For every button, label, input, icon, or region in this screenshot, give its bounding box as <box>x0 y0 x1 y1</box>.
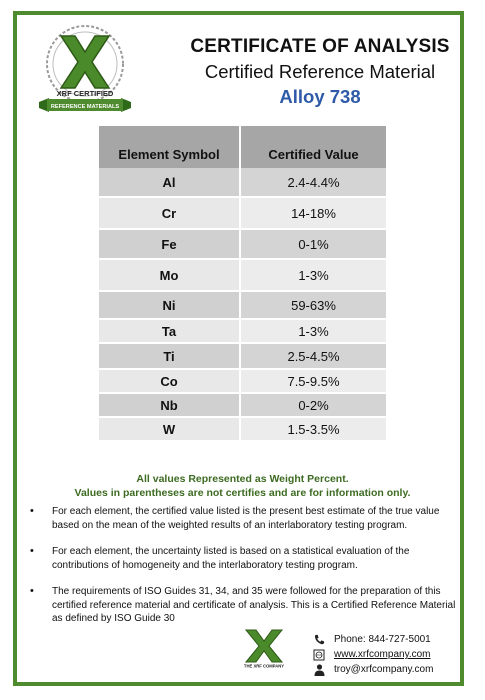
element-cell: Ti <box>99 344 241 368</box>
value-cell: 7.5-9.5% <box>241 370 386 392</box>
logo-ribbon-text: REFERENCE MATERIALS <box>50 104 120 110</box>
title-block <box>170 36 470 108</box>
value-cell: 1-3% <box>241 260 386 290</box>
value-cell: 0-1% <box>241 230 386 258</box>
xrf-company-logo <box>240 628 288 668</box>
person-icon <box>312 664 326 676</box>
value-cell: 2.5-4.5% <box>241 344 386 368</box>
element-cell: Al <box>99 168 241 196</box>
contact-info <box>312 632 462 677</box>
document-title: CERTIFICATE OF ANALYSIS <box>190 36 450 57</box>
table-row <box>99 168 386 198</box>
table-header <box>99 126 386 168</box>
phone-icon <box>312 634 326 646</box>
table-row <box>99 418 386 442</box>
column-header-element: Element Symbol <box>99 126 241 168</box>
value-cell: 1.5-3.5% <box>241 418 386 440</box>
table-row <box>99 230 386 260</box>
value-cell: 0-2% <box>241 394 386 416</box>
element-cell: Fe <box>99 230 241 258</box>
product-name: Alloy 738 <box>279 86 361 107</box>
value-cell: 2.4-4.4% <box>241 168 386 196</box>
logo-text: XRF CERTIFIED <box>56 89 114 98</box>
element-cell: Cr <box>99 198 241 228</box>
bullet-icon: • <box>30 585 34 597</box>
website-link[interactable]: www.xrfcompany.com <box>334 649 431 660</box>
table-row <box>99 292 386 320</box>
table-row <box>99 344 386 370</box>
phone-row <box>312 632 462 647</box>
weight-percent-note <box>20 472 465 500</box>
website-row <box>312 647 462 662</box>
note-line-1: All values Represented as Weight Percent. <box>136 473 349 485</box>
footer-logo-text: THE XRF COMPANY <box>243 663 285 668</box>
list-item-text: For each element, the certified value listed is the present best estimate of the true value based on the mean of the weighted results of an interlaboratory testing program. <box>52 506 440 531</box>
email-row <box>312 662 462 677</box>
certified-values-table <box>99 126 386 442</box>
table-row <box>99 320 386 344</box>
email-address[interactable]: troy@xrfcompany.com <box>334 664 434 675</box>
column-header-value: Certified Value <box>268 147 359 162</box>
note-line-2: Values in parentheses are not certifies and are for information only. <box>74 487 411 499</box>
value-cell: 59-63% <box>241 292 386 318</box>
element-cell: Co <box>99 370 241 392</box>
bullet-icon: • <box>30 505 34 517</box>
bullet-icon: • <box>30 545 34 557</box>
xrf-certified-logo <box>35 22 135 118</box>
table-row <box>99 370 386 394</box>
list-item <box>30 585 460 626</box>
globe-icon <box>312 649 326 661</box>
table-row <box>99 260 386 292</box>
element-cell: Nb <box>99 394 241 416</box>
list-item <box>30 545 460 572</box>
certification-notes-list <box>30 505 460 639</box>
element-cell: W <box>99 418 241 440</box>
table-row <box>99 394 386 418</box>
value-cell: 1-3% <box>241 320 386 342</box>
list-item-text: The requirements of ISO Guides 31, 34, and 35 were followed for the preparation of this certified reference material and certificate of analysis. This is a Certified Reference Material as defined by ISO Guide 30 <box>52 586 456 624</box>
list-item-text: For each element, the uncertainty listed is based on a statistical evaluation of the contributions of homogeneity and the interlaboratory testing program. <box>52 546 410 571</box>
value-cell: 14-18% <box>241 198 386 228</box>
element-cell: Mo <box>99 260 241 290</box>
document-subtitle: Certified Reference Material <box>204 61 436 82</box>
list-item <box>30 505 460 532</box>
phone-number: Phone: 844-727-5001 <box>334 634 431 645</box>
table-row <box>99 198 386 230</box>
element-cell: Ta <box>99 320 241 342</box>
element-cell: Ni <box>99 292 241 318</box>
